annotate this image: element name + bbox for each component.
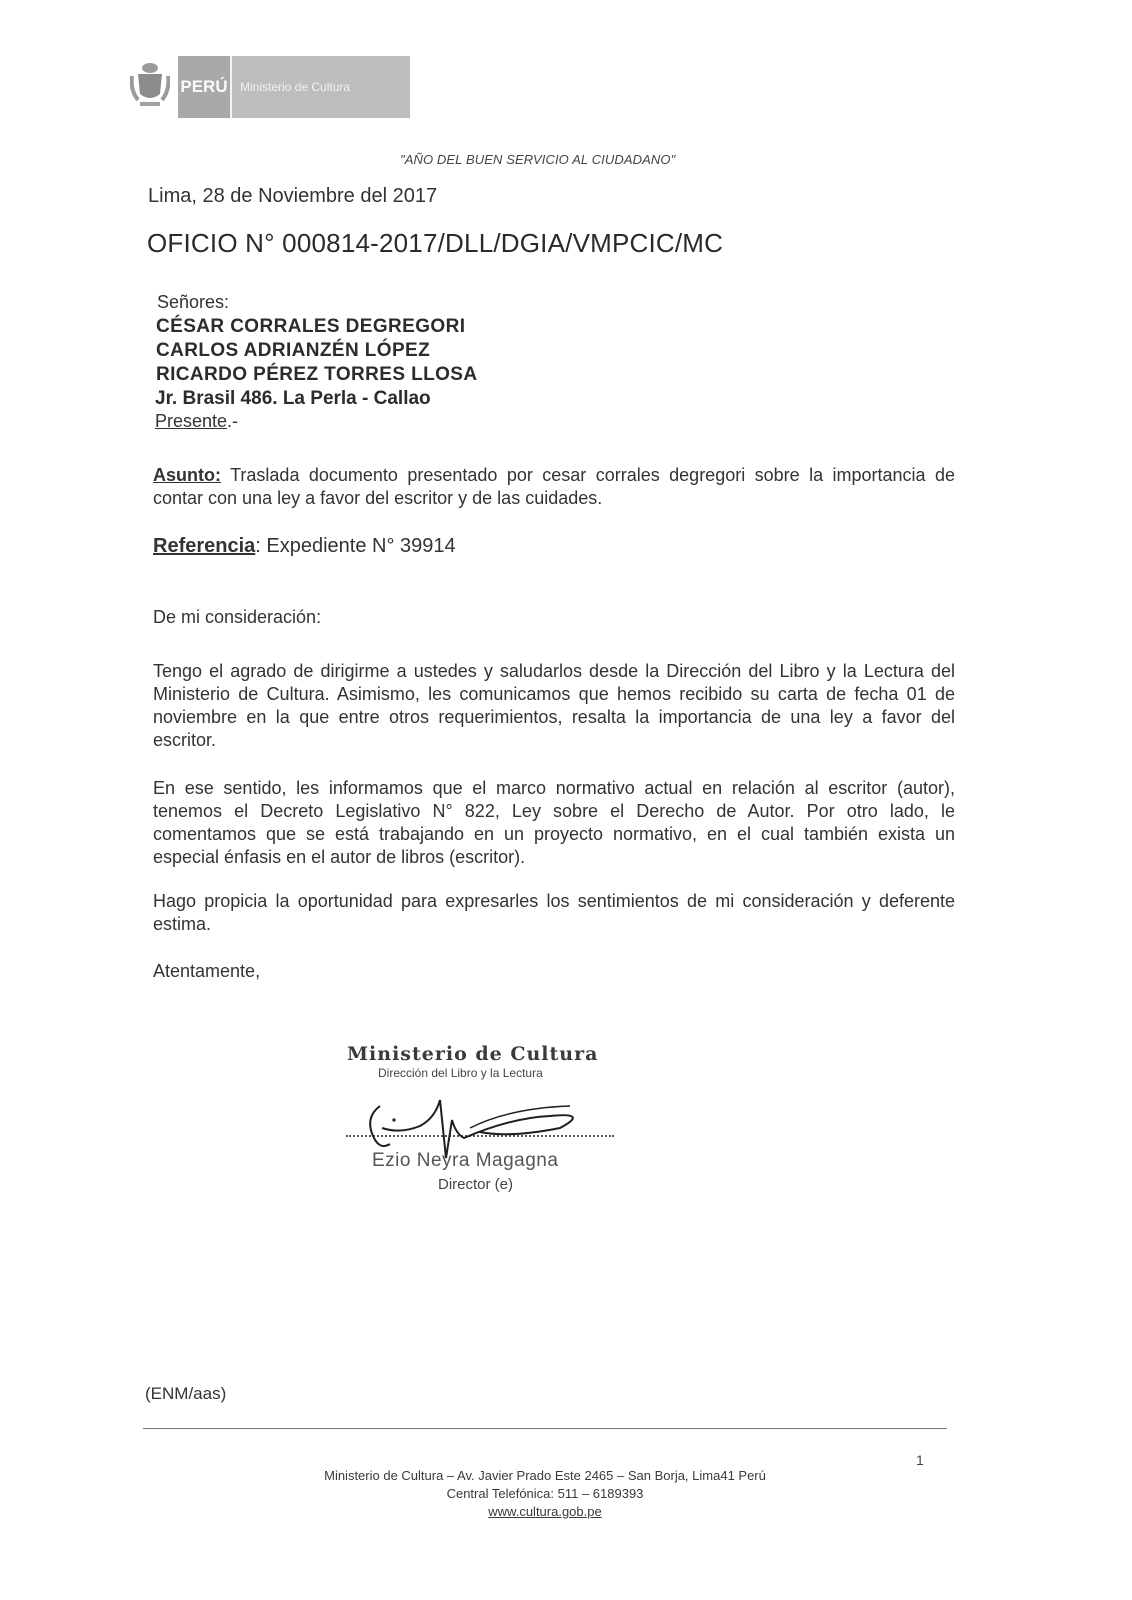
logo-ministry: Ministerio de Cultura: [240, 80, 351, 94]
signer-name: Ezio Neyra Magagna: [372, 1150, 559, 1171]
closing: Atentamente,: [153, 961, 261, 981]
footer-phone: Central Telefónica: 511 – 6189393: [446, 1486, 644, 1501]
referencia-label: Referencia: [153, 535, 256, 557]
body-paragraph: Hago propicia la oportunidad para expresarles los sentimientos de mi consideración y deferente estima.: [153, 891, 955, 934]
ministry-logo: [178, 56, 410, 118]
asunto-label: Asunto:: [153, 465, 221, 485]
body-paragraph: Tengo el agrado de dirigirme a ustedes y saludarlos desde la Dirección del Libro y la Lectura del Ministerio de Cultura. Asimismo, les comunicamos que hemos recibido su carta de fecha 01 de noviembre en la que entre otros requerimientos, resalta la importancia de una ley a favor del escritor.: [153, 661, 955, 750]
recipient-name: RICARDO PÉREZ TORRES LLOSA: [156, 364, 478, 385]
page-number: 1: [916, 1452, 924, 1468]
referencia-line: [153, 535, 456, 558]
footer-address: Ministerio de Cultura – Av. Javier Prado Este 2465 – San Borja, Lima41 Perú: [324, 1468, 766, 1483]
logo-country: PERÚ: [178, 56, 230, 118]
presente-line: [155, 411, 238, 432]
handwritten-signature: [360, 1098, 600, 1168]
salutation: Señores:: [157, 292, 230, 312]
footer-website-line: [230, 1504, 860, 1519]
greeting: De mi consideración:: [153, 607, 322, 627]
presente-word: Presente: [155, 411, 228, 431]
signer-role: Director (e): [438, 1176, 514, 1193]
asunto-text: Traslada documento presentado por cesar corrales degregori sobre la importancia de contar con una ley a favor del escritor y de las cuidades.: [153, 465, 955, 508]
referencia-text: Expediente N° 39914: [266, 535, 456, 557]
recipient-name: CARLOS ADRIANZÉN LÓPEZ: [156, 340, 431, 361]
date-line: Lima, 28 de Noviembre del 2017: [148, 185, 438, 207]
stamp-department: Dirección del Libro y la Lectura: [378, 1066, 543, 1080]
footer-website-link[interactable]: www.cultura.gob.pe: [488, 1504, 602, 1519]
initials: (ENM/aas): [145, 1384, 227, 1403]
stamp-organization: Ministerio de Cultura: [347, 1043, 599, 1065]
recipient-name: CÉSAR CORRALES DEGREGORI: [156, 316, 466, 337]
referencia-colon: :: [255, 535, 261, 557]
peru-coat-of-arms-icon: [130, 60, 170, 108]
footer-divider: [143, 1428, 947, 1429]
presente-suffix: .-: [227, 411, 239, 431]
recipient-address: Jr. Brasil 486. La Perla - Callao: [155, 388, 431, 409]
year-motto: "AÑO DEL BUEN SERVICIO AL CIUDADANO": [400, 152, 676, 167]
oficio-number: OFICIO N° 000814-2017/DLL/DGIA/VMPCIC/MC: [147, 228, 724, 258]
body-paragraph: En ese sentido, les informamos que el marco normativo actual en relación al escritor (autor), tenemos el Decreto Legislativo N° 822, Ley sobre el Derecho de Autor. Por otro lado, le comentamos que se está trabajando en un proyecto normativo, en el cual también exista un especial énfasis en el autor de libros (escritor).: [153, 778, 955, 867]
asunto-block: [153, 464, 955, 510]
